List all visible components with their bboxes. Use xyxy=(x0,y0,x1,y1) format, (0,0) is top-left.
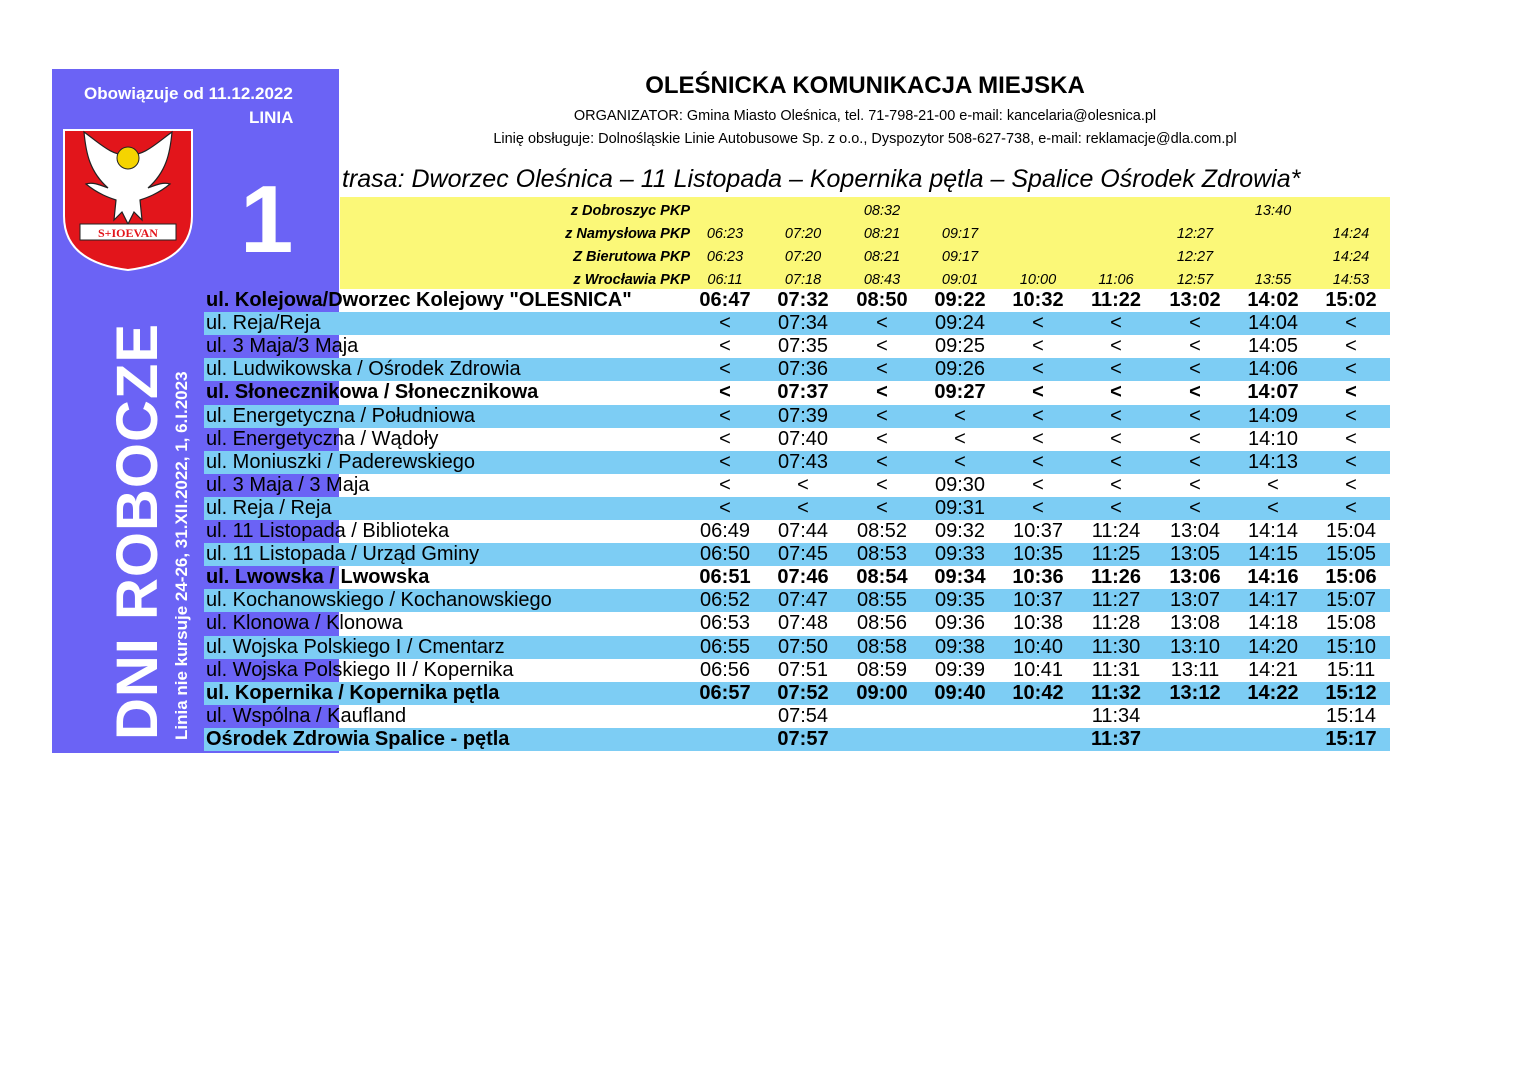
departure-time: < xyxy=(1345,404,1357,427)
stop-name: ul. Kolejowa/Dworzec Kolejowy "OLESNICA" xyxy=(206,289,632,311)
departure-time: < xyxy=(797,496,809,519)
feeder-time: 06:23 xyxy=(706,249,744,265)
departure-time: 13:05 xyxy=(1169,543,1221,566)
departure-time: 09:30 xyxy=(934,473,986,496)
operator-info: Linię obsługuje: Dolnośląskie Linie Autobusowe Sp. z o.o., Dyspozytor 508-627-738, e-mail: reklamacje@dla.com.pl xyxy=(493,131,1237,147)
departure-time: 11:37 xyxy=(1090,727,1142,750)
departure-time: 11:34 xyxy=(1091,704,1141,727)
departure-time: < xyxy=(719,427,731,450)
stop-name: ul. 3 Maja / 3 Maja xyxy=(206,473,370,496)
departure-time: < xyxy=(1189,450,1201,473)
departure-time: 09:40 xyxy=(934,681,986,704)
departure-time: 07:57 xyxy=(777,727,829,750)
departure-time: 08:58 xyxy=(856,635,908,658)
departure-time: < xyxy=(954,427,966,450)
departure-time: 10:37 xyxy=(1012,520,1064,542)
departure-time: 13:04 xyxy=(1169,520,1221,542)
departure-time: < xyxy=(1189,473,1201,496)
departure-time: 08:56 xyxy=(856,612,908,635)
departure-time: 13:02 xyxy=(1169,289,1221,311)
feeder-row xyxy=(0,245,1390,268)
feeder-time: 11:06 xyxy=(1098,272,1134,288)
departure-time: < xyxy=(876,496,888,519)
departure-time: 09:22 xyxy=(934,289,986,311)
departure-time: 14:16 xyxy=(1247,566,1299,589)
feeder-time: 13:40 xyxy=(1254,203,1292,219)
departure-time: 07:47 xyxy=(777,589,829,612)
departure-time: < xyxy=(954,404,966,427)
departure-time: 15:02 xyxy=(1325,289,1377,311)
departure-time: 11:28 xyxy=(1091,612,1141,635)
departure-time: < xyxy=(1032,335,1044,358)
table-row xyxy=(204,474,1390,497)
departure-time: 13:11 xyxy=(1170,658,1220,681)
departure-time: < xyxy=(876,335,888,358)
departure-time: < xyxy=(1110,312,1122,335)
departure-time: 14:14 xyxy=(1247,520,1299,542)
departure-time: 09:00 xyxy=(856,681,908,704)
stop-name: ul. Klonowa / Klonowa xyxy=(206,612,403,635)
stop-name: ul. Reja / Reja xyxy=(206,496,332,519)
departure-time: 07:37 xyxy=(777,381,829,404)
departure-time: < xyxy=(719,381,731,404)
departure-time: 09:35 xyxy=(934,589,986,612)
departure-time: 15:05 xyxy=(1325,543,1377,566)
departure-time: 15:12 xyxy=(1325,681,1377,704)
feeder-row xyxy=(0,199,1390,222)
departure-time: < xyxy=(1110,473,1122,496)
departure-time: 09:31 xyxy=(934,496,986,519)
stop-name: ul. Słonecznikowa / Słonecznikowa xyxy=(206,381,539,404)
departure-time: 11:30 xyxy=(1091,635,1141,658)
departure-time: < xyxy=(719,473,731,496)
departure-time: < xyxy=(1189,335,1201,358)
departure-time: 15:07 xyxy=(1325,589,1377,612)
table-row xyxy=(204,705,1390,728)
departure-time: < xyxy=(1032,404,1044,427)
departure-time: < xyxy=(1267,473,1279,496)
departure-time: < xyxy=(1345,312,1357,335)
feeder-label: z Dobroszyc PKP xyxy=(570,203,690,219)
line-number: 1 xyxy=(240,166,294,273)
departure-time: 07:48 xyxy=(777,612,829,635)
departure-time: 11:27 xyxy=(1091,589,1141,612)
departure-time: 14:13 xyxy=(1247,450,1299,473)
departure-time: 07:52 xyxy=(777,681,829,704)
departure-time: < xyxy=(1110,335,1122,358)
departure-time: < xyxy=(954,450,966,473)
organizer-info: ORGANIZATOR: Gmina Miasto Oleśnica, tel. 71-798-21-00 e-mail: kancelaria@olesnica.pl xyxy=(573,108,1157,124)
departure-time: < xyxy=(1189,312,1201,335)
feeder-time: 12:57 xyxy=(1176,272,1214,288)
feeder-time: 07:18 xyxy=(784,272,822,288)
table-row xyxy=(204,428,1390,451)
departure-time: 10:35 xyxy=(1012,543,1064,566)
table-row xyxy=(204,682,1390,705)
line-label: LINIA xyxy=(249,108,294,127)
feeder-time: 14:24 xyxy=(1332,249,1370,265)
feeder-time: 08:21 xyxy=(863,249,901,265)
departure-time: 09:34 xyxy=(934,566,986,589)
departure-time: 06:50 xyxy=(699,543,751,566)
departure-time: 10:40 xyxy=(1012,635,1064,658)
departure-time: 14:09 xyxy=(1247,404,1299,427)
departure-time: 14:10 xyxy=(1247,427,1299,450)
table-row xyxy=(204,659,1390,682)
departure-time: 08:53 xyxy=(856,543,908,566)
feeder-time: 06:11 xyxy=(707,272,743,288)
departure-time: 07:45 xyxy=(777,543,829,566)
feeder-time: 12:27 xyxy=(1176,226,1214,242)
departure-time: < xyxy=(1345,358,1357,381)
feeder-time: 10:00 xyxy=(1019,272,1057,288)
departure-time: < xyxy=(1345,335,1357,358)
departure-time: 11:25 xyxy=(1091,543,1141,566)
departure-time: 11:31 xyxy=(1091,658,1141,681)
departure-time: 15:10 xyxy=(1325,635,1377,658)
departure-time: 14:20 xyxy=(1247,635,1299,658)
departure-time: 14:05 xyxy=(1247,335,1299,358)
feeder-label: Z Bierutowa PKP xyxy=(573,249,690,265)
departure-time: 13:06 xyxy=(1169,566,1221,589)
departure-time: < xyxy=(719,496,731,519)
stop-name: ul. Moniuszki / Paderewskiego xyxy=(206,450,476,473)
departure-time: 14:15 xyxy=(1247,543,1299,566)
service-exception-note: Linia nie kursuje 24-26, 31.XII.2022, 1, 6.I.2023 xyxy=(172,371,191,740)
departure-time: 11:32 xyxy=(1090,681,1142,704)
departure-time: 13:10 xyxy=(1169,635,1221,658)
stop-name: ul. 11 Listopada / Urząd Gminy xyxy=(206,543,480,566)
feeder-time: 08:43 xyxy=(863,272,901,288)
table-row xyxy=(204,566,1390,589)
departure-time: < xyxy=(876,312,888,335)
departure-time: < xyxy=(1110,358,1122,381)
departure-time: 07:43 xyxy=(777,450,829,473)
departure-time: < xyxy=(1110,404,1122,427)
departure-time: 06:53 xyxy=(699,612,751,635)
table-row xyxy=(204,612,1390,635)
departure-time: 07:51 xyxy=(777,658,829,681)
feeder-row xyxy=(0,222,1390,245)
departure-time: 07:35 xyxy=(777,335,829,358)
departure-time: < xyxy=(1110,496,1122,519)
feeder-time: 08:32 xyxy=(863,203,901,219)
stop-name: ul. Wojska Polskiego II / Kopernika xyxy=(206,658,514,681)
table-row xyxy=(204,335,1390,358)
departure-time: 14:22 xyxy=(1247,681,1299,704)
departure-time: < xyxy=(797,473,809,496)
departure-time: < xyxy=(719,450,731,473)
departure-time: 14:06 xyxy=(1247,358,1299,381)
departure-time: 14:02 xyxy=(1247,289,1299,311)
feeder-time: 12:27 xyxy=(1176,249,1214,265)
table-row xyxy=(204,405,1390,428)
departure-time: 10:38 xyxy=(1012,612,1064,635)
departure-time: < xyxy=(1267,496,1279,519)
departure-time: < xyxy=(1345,473,1357,496)
departure-time: 08:50 xyxy=(856,289,908,311)
departure-time: < xyxy=(719,312,731,335)
table-row xyxy=(204,497,1390,520)
departure-time: 09:24 xyxy=(934,312,986,335)
stop-name: ul. Ludwikowska / Ośrodek Zdrowia xyxy=(206,358,521,381)
departure-time: < xyxy=(1032,450,1044,473)
departure-time: 09:33 xyxy=(934,543,986,566)
day-type-label: DNI ROBOCZE xyxy=(105,323,170,740)
feeder-row xyxy=(0,268,1390,291)
table-row xyxy=(204,520,1390,543)
feeder-time: 14:53 xyxy=(1332,272,1370,288)
stop-name: ul. Reja/Reja xyxy=(206,312,321,335)
departure-time: 14:04 xyxy=(1247,312,1299,335)
departure-time: 07:32 xyxy=(777,289,829,311)
feeder-label: z Wrocławia PKP xyxy=(573,272,690,288)
stop-name: ul. Energetyczna / Wądoły xyxy=(206,427,439,450)
departure-time: 07:46 xyxy=(777,566,829,589)
departure-time: 09:26 xyxy=(934,358,986,381)
departure-time: 07:54 xyxy=(777,704,829,727)
stop-name: Ośrodek Zdrowia Spalice - pętla xyxy=(206,727,510,750)
departure-time: < xyxy=(876,450,888,473)
stop-name: ul. Kopernika / Kopernika pętla xyxy=(206,681,500,704)
departure-time: < xyxy=(1032,427,1044,450)
stop-name: ul. 3 Maja/3 Maja xyxy=(206,335,359,358)
departure-time: 14:21 xyxy=(1247,658,1299,681)
table-row xyxy=(204,728,1390,751)
feeder-time: 06:23 xyxy=(706,226,744,242)
departure-time: 09:25 xyxy=(934,335,986,358)
crest-banner-text: S+IOEVAN xyxy=(98,226,158,240)
departure-time: < xyxy=(1189,381,1201,404)
departure-time: 10:41 xyxy=(1012,658,1064,681)
departure-time: 15:04 xyxy=(1325,520,1377,542)
departure-time: 06:57 xyxy=(699,681,751,704)
departure-time: 09:36 xyxy=(934,612,986,635)
departure-time: 15:11 xyxy=(1326,658,1376,681)
departure-time: 07:44 xyxy=(777,520,829,542)
departure-time: 10:32 xyxy=(1012,289,1064,311)
departure-time: 10:42 xyxy=(1012,681,1064,704)
departure-time: < xyxy=(876,473,888,496)
departure-time: 06:56 xyxy=(699,658,751,681)
departure-time: 08:59 xyxy=(856,658,908,681)
departure-time: 09:38 xyxy=(934,635,986,658)
departure-time: 07:40 xyxy=(777,427,829,450)
table-row xyxy=(204,289,1390,312)
departure-time: 14:18 xyxy=(1247,612,1299,635)
departure-time: < xyxy=(1345,427,1357,450)
stop-name: ul. Energetyczna / Południowa xyxy=(206,404,476,427)
departure-time: < xyxy=(1189,427,1201,450)
feeder-time: 07:20 xyxy=(784,249,822,265)
departure-time: < xyxy=(1345,381,1357,404)
table-row xyxy=(204,636,1390,659)
departure-time: 08:54 xyxy=(856,566,908,589)
departure-time: 11:26 xyxy=(1090,566,1142,589)
feeder-time: 14:24 xyxy=(1332,226,1370,242)
departure-time: < xyxy=(1110,450,1122,473)
departure-time: 06:55 xyxy=(699,635,751,658)
stop-name: ul. Kochanowskiego / Kochanowskiego xyxy=(206,589,552,612)
departure-time: 11:24 xyxy=(1091,520,1141,542)
feeder-label: z Namysłowa PKP xyxy=(565,226,690,242)
feeder-time: 09:01 xyxy=(941,272,979,288)
departure-time: < xyxy=(1032,473,1044,496)
departure-time: 08:55 xyxy=(856,589,908,612)
departure-time: 15:08 xyxy=(1325,612,1377,635)
departure-time: < xyxy=(1189,496,1201,519)
departure-time: < xyxy=(1189,358,1201,381)
route-description: trasa: Dworzec Oleśnica – 11 Listopada – Kopernika pętla – Spalice Ośrodek Zdrowia* xyxy=(342,165,1301,193)
departure-time: 06:51 xyxy=(699,566,751,589)
departure-time: 09:32 xyxy=(934,520,986,542)
feeder-time: 09:17 xyxy=(941,226,979,242)
stop-name: ul. Wojska Polskiego I / Cmentarz xyxy=(206,635,505,658)
departure-time: < xyxy=(1032,358,1044,381)
departure-time: 09:39 xyxy=(934,658,986,681)
departure-time: 07:36 xyxy=(777,358,829,381)
stop-name: ul. Wspólna / Kaufland xyxy=(206,704,407,727)
table-row xyxy=(204,451,1390,474)
departure-time: 07:34 xyxy=(777,312,829,335)
departure-time: 10:36 xyxy=(1012,566,1064,589)
stop-name: ul. 11 Listopada / Biblioteka xyxy=(206,520,450,542)
departure-time: < xyxy=(1189,404,1201,427)
feeder-time: 09:17 xyxy=(941,249,979,265)
departure-time: < xyxy=(1032,381,1044,404)
departure-time: 06:49 xyxy=(699,520,751,542)
departure-time: 10:37 xyxy=(1012,589,1064,612)
departure-time: < xyxy=(1110,381,1122,404)
departure-time: 11:22 xyxy=(1090,289,1142,311)
departure-time: < xyxy=(1032,312,1044,335)
departure-time: 15:17 xyxy=(1325,727,1377,750)
departure-time: 13:07 xyxy=(1169,589,1221,612)
feeder-time: 07:20 xyxy=(784,226,822,242)
departure-time: < xyxy=(1110,427,1122,450)
departure-time: 15:06 xyxy=(1325,566,1377,589)
departure-time: < xyxy=(719,358,731,381)
stop-name: ul. Lwowska / Lwowska xyxy=(206,566,430,589)
departure-time: < xyxy=(876,381,888,404)
departure-time: 14:07 xyxy=(1247,381,1299,404)
departure-time: < xyxy=(719,404,731,427)
departure-time: 13:08 xyxy=(1169,612,1221,635)
departure-time: 14:17 xyxy=(1247,589,1299,612)
departure-time: 06:47 xyxy=(699,289,751,311)
departure-time: < xyxy=(1032,496,1044,519)
feeder-time: 08:21 xyxy=(863,226,901,242)
table-row xyxy=(204,543,1390,566)
feeder-time: 13:55 xyxy=(1254,272,1292,288)
table-row xyxy=(204,358,1390,381)
departure-time: < xyxy=(1345,496,1357,519)
departure-time: 06:52 xyxy=(699,589,751,612)
departure-time: 08:52 xyxy=(856,520,908,542)
departure-time: < xyxy=(876,427,888,450)
departure-time: 15:14 xyxy=(1325,704,1377,727)
page-title: OLEŚNICKA KOMUNIKACJA MIEJSKA xyxy=(645,72,1085,99)
departure-time: 07:39 xyxy=(777,404,829,427)
departure-time: < xyxy=(1345,450,1357,473)
departure-time: 07:50 xyxy=(777,635,829,658)
departure-time: < xyxy=(876,358,888,381)
table-row xyxy=(204,589,1390,612)
departure-time: 09:27 xyxy=(934,381,986,404)
table-row xyxy=(204,312,1390,335)
departure-time: 13:12 xyxy=(1169,681,1221,704)
departure-time: < xyxy=(719,335,731,358)
departure-time: < xyxy=(876,404,888,427)
table-row xyxy=(204,381,1390,404)
